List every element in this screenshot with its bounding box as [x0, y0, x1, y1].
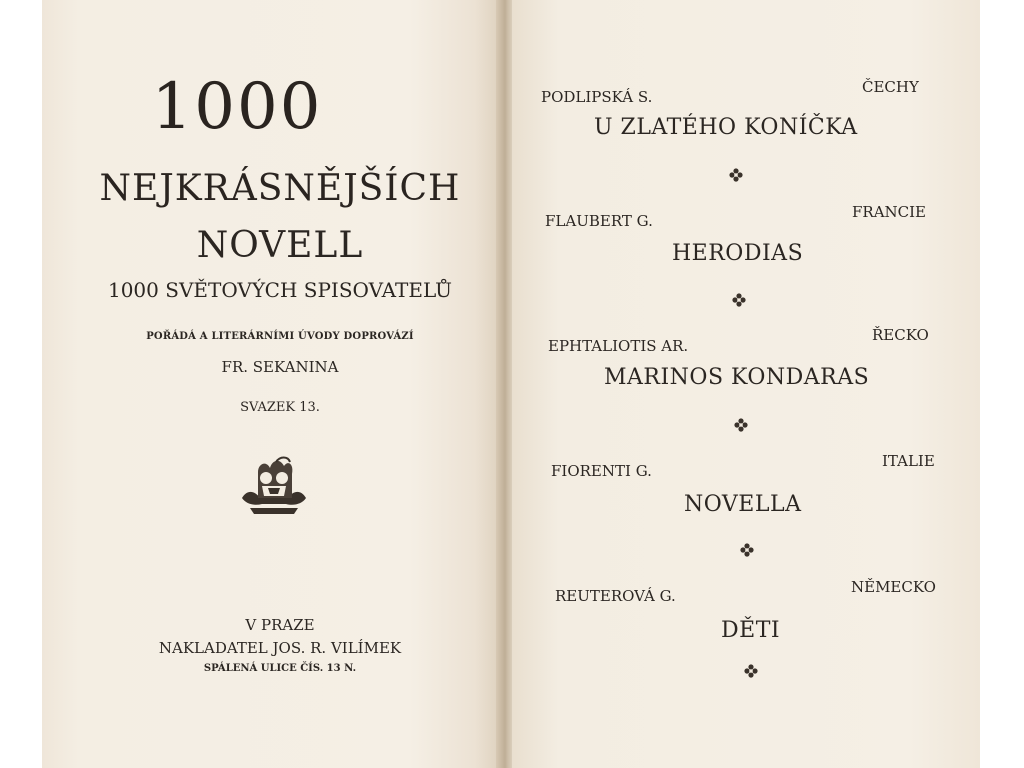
flower-ornament-icon — [733, 417, 749, 433]
publisher-address: SPÁLENÁ ULICE ČÍS. 13 N. — [203, 663, 357, 674]
editor-line: POŘÁDÁ A LITERÁRNÍMI ÚVODY DOPROVÁZÍ — [146, 331, 414, 342]
place: V PRAZE — [245, 616, 315, 634]
flower-ornament-icon — [743, 663, 759, 679]
entry-country: ITALIE — [882, 452, 935, 470]
entry-country: ČECHY — [862, 78, 919, 96]
entry-work: DĚTI — [721, 618, 781, 643]
entry-work: U ZLATÉHO KONÍČKA — [594, 115, 858, 140]
entry-author: REUTEROVÁ G. — [555, 587, 676, 605]
entry-author: FLAUBERT G. — [545, 212, 653, 230]
volume-number: SVAZEK 13. — [240, 400, 320, 415]
entry-country: ŘECKO — [872, 326, 929, 344]
title-line-2: NOVELL — [196, 225, 364, 266]
entry-work: HERODIAS — [672, 241, 804, 266]
title-number: 1000 — [151, 70, 323, 144]
entry-country: NĚMECKO — [851, 578, 936, 596]
entry-work: NOVELLA — [684, 492, 802, 517]
publisher: NAKLADATEL JOS. R. VILÍMEK — [158, 639, 402, 657]
entry-author: EPHTALIOTIS AR. — [548, 337, 689, 355]
entry-country: FRANCIE — [852, 203, 927, 221]
entry-author: FIORENTI G. — [551, 462, 652, 480]
flower-ornament-icon — [728, 167, 744, 183]
flower-ornament-icon — [739, 542, 755, 558]
subtitle: 1000 SVĚTOVÝCH SPISOVATELŮ — [107, 278, 452, 302]
entry-author: PODLIPSKÁ S. — [541, 88, 653, 106]
editor-name: FR. SEKANINA — [221, 358, 339, 376]
publisher-emblem-icon — [236, 452, 312, 518]
entry-work: MARINOS KONDARAS — [604, 365, 870, 390]
title-line-1: NEJKRÁSNĚJŠÍCH — [99, 168, 461, 209]
flower-ornament-icon — [731, 292, 747, 308]
